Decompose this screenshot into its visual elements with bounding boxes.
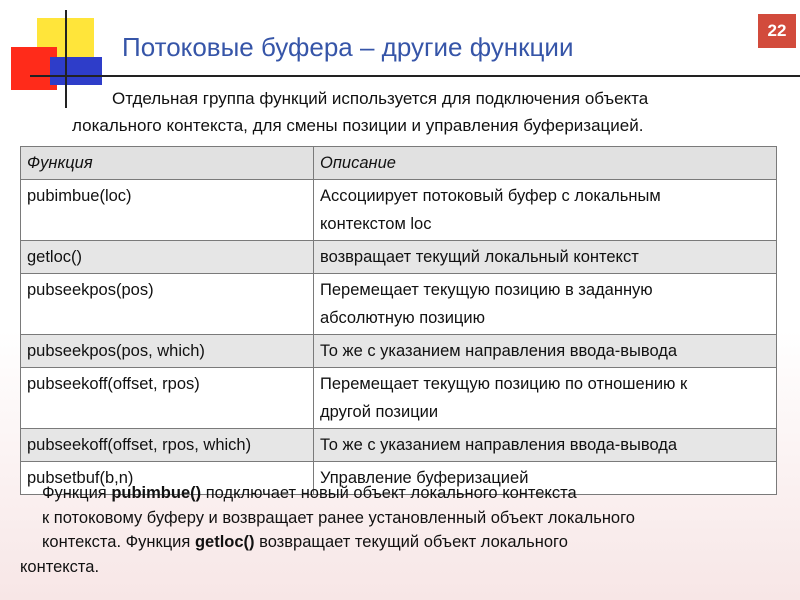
description-line: контекстом loc	[320, 215, 432, 233]
footer-line: к потоковому буферу и возвращает ранее установленный объект локального	[42, 508, 635, 527]
description-line: Перемещает текущую позицию в заданную	[320, 281, 653, 299]
table-row	[21, 274, 777, 335]
footer-text: возвращает текущий объект локального	[254, 533, 568, 551]
footer-line: контекста.	[20, 557, 100, 576]
decor-blue-square	[50, 57, 102, 85]
function-cell: pubseekpos(pos)	[21, 274, 314, 335]
description-line: абсолютную позицию	[320, 309, 485, 327]
table-row	[21, 368, 777, 429]
footer-text: контекста. Функция	[42, 533, 195, 551]
footer-line	[20, 530, 780, 555]
description-cell: То же с указанием направления ввода-вывода	[314, 429, 777, 462]
function-cell: pubseekoff(offset, rpos)	[21, 368, 314, 429]
footer-paragraph	[20, 481, 780, 579]
description-cell: Управление буферизацией	[314, 462, 777, 495]
description-cell	[314, 180, 777, 241]
table-row	[21, 241, 777, 274]
decor-horizontal-line	[30, 75, 800, 77]
table-header-row	[21, 147, 777, 180]
header-description: Описание	[314, 147, 777, 180]
function-cell: pubsetbuf(b,n)	[21, 462, 314, 495]
footer-text: Функция	[42, 484, 112, 502]
functions-table	[20, 146, 777, 495]
description-cell: возвращает текущий локальный контекст	[314, 241, 777, 274]
table-row	[21, 335, 777, 368]
table-row	[21, 180, 777, 241]
intro-line: локального контекста, для смены позиции и управления буферизацией.	[72, 116, 644, 135]
table-row	[21, 429, 777, 462]
description-cell	[314, 274, 777, 335]
decor-vertical-line	[65, 10, 67, 108]
footer-line	[20, 481, 780, 506]
description-line: Перемещает текущую позицию по отношению к	[320, 375, 688, 393]
description-line: другой позиции	[320, 403, 439, 421]
intro-paragraph	[72, 85, 752, 139]
description-cell: То же с указанием направления ввода-вывода	[314, 335, 777, 368]
function-cell: pubimbue(loc)	[21, 180, 314, 241]
footer-text: подключает новый объект локального контекста	[201, 484, 577, 502]
code-pubimbue: pubimbue()	[111, 484, 202, 502]
slide-title: Потоковые буфера – другие функции	[122, 32, 574, 62]
function-cell: pubseekoff(offset, rpos, which)	[21, 429, 314, 462]
function-cell: pubseekpos(pos, which)	[21, 335, 314, 368]
code-getloc: getloc()	[194, 533, 255, 551]
intro-line: Отдельная группа функций используется для подключения объекта	[112, 89, 649, 108]
description-cell	[314, 368, 777, 429]
description-line: Ассоциирует потоковый буфер с локальным	[320, 187, 661, 205]
slide-number-badge: 22	[758, 14, 796, 48]
function-cell: getloc()	[21, 241, 314, 274]
header-function: Функция	[21, 147, 314, 180]
